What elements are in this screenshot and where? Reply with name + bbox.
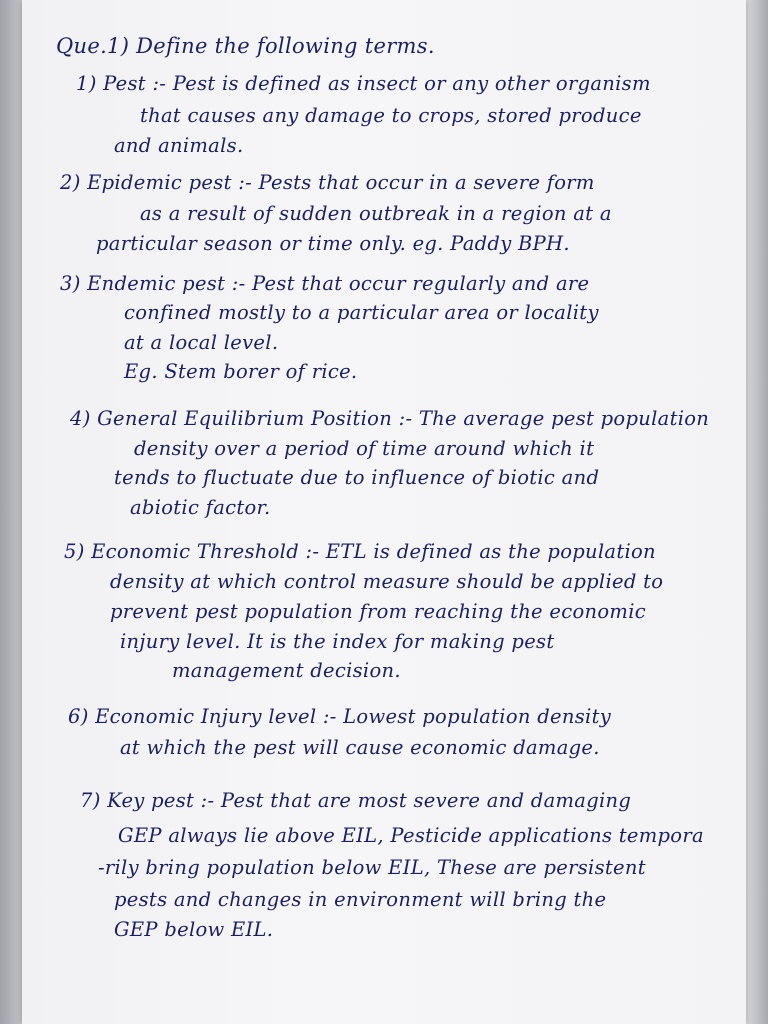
item-5-line-2: density at which control measure should be applied to <box>110 570 664 593</box>
item-1-line-1: 1) Pest :- Pest is defined as insect or any other organism <box>76 72 651 95</box>
item-7-line-5: GEP below EIL. <box>114 918 274 941</box>
item-3-line-1: 3) Endemic pest :- Pest that occur regularly and are <box>60 272 590 295</box>
item-2-line-2: as a result of sudden outbreak in a region at a <box>140 202 612 225</box>
page-right-shadow <box>746 0 768 1024</box>
item-6-line-1: 6) Economic Injury level :- Lowest population density <box>68 705 612 728</box>
item-4-line-3: tends to fluctuate due to influence of biotic and <box>114 466 600 489</box>
handwritten-notes-page <box>22 0 746 1024</box>
item-7-line-1: 7) Key pest :- Pest that are most severe and damaging <box>80 789 632 812</box>
item-3-line-2: confined mostly to a particular area or locality <box>124 301 599 324</box>
item-5-line-1: 5) Economic Threshold :- ETL is defined as the population <box>64 540 656 563</box>
item-2-line-3: particular season or time only. eg. Paddy BPH. <box>96 232 570 255</box>
item-1-line-3: and animals. <box>114 134 244 157</box>
item-5-line-3: prevent pest population from reaching the economic <box>110 600 646 623</box>
item-7-line-4: pests and changes in environment will bring the <box>114 888 607 911</box>
item-4-line-1: 4) General Equilibrium Position :- The average pest population <box>70 407 710 430</box>
item-5-line-4: injury level. It is the index for making pest <box>120 630 555 653</box>
item-6-line-2: at which the pest will cause economic damage. <box>120 736 600 759</box>
item-3-line-3: at a local level. <box>124 331 279 354</box>
item-7-line-3: -rily bring population below EIL, These are persistent <box>98 856 646 879</box>
item-5-line-5: management decision. <box>172 659 401 682</box>
item-4-line-4: abiotic factor. <box>130 496 271 519</box>
page-left-shadow <box>0 0 22 1024</box>
item-3-line-4: Eg. Stem borer of rice. <box>124 360 358 383</box>
question-title: Que.1) Define the following terms. <box>56 34 435 58</box>
item-7-line-2: GEP always lie above EIL, Pesticide applications tempora <box>118 824 704 847</box>
item-4-line-2: density over a period of time around which it <box>134 437 595 460</box>
item-2-line-1: 2) Epidemic pest :- Pests that occur in a severe form <box>60 171 595 194</box>
item-1-line-2: that causes any damage to crops, stored produce <box>140 104 642 127</box>
